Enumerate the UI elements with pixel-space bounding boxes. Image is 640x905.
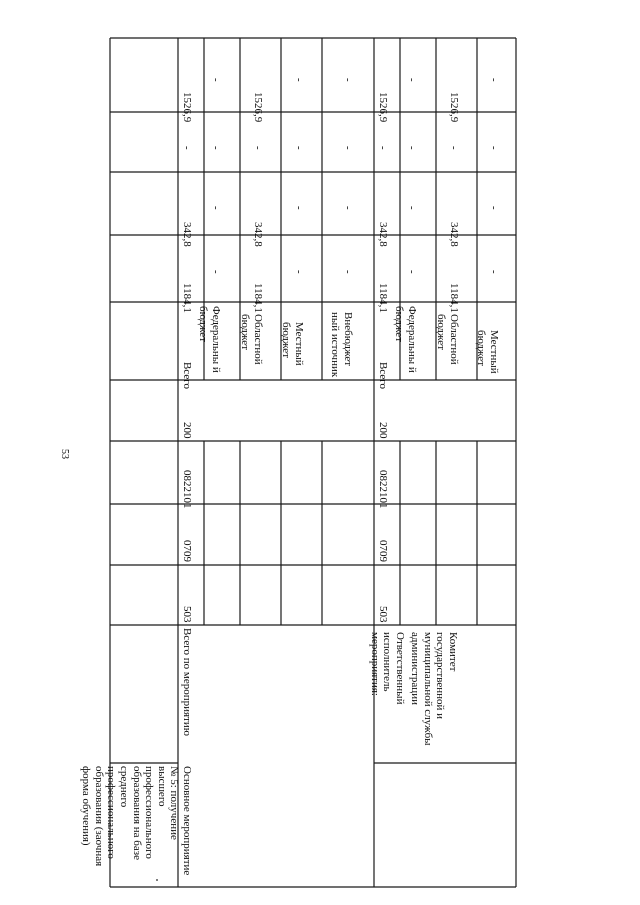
block-total-rzpr: 0709 (181, 540, 193, 562)
total-row3-2014: 1184,1 (252, 283, 264, 313)
total-row2-source: Федеральны й бюджет (197, 306, 222, 373)
total-row5-total: - (342, 78, 354, 82)
exec-row4-2016: - (488, 146, 500, 150)
total-row4-total: - (293, 78, 305, 82)
total-row5-2014: - (342, 270, 354, 274)
block-total-vr: 200 (181, 422, 193, 439)
total-row5-source: Внебюджет ный источник (329, 312, 354, 378)
total-row1-2014: 1184,1 (181, 283, 193, 313)
exec-row2-2015: - (406, 206, 418, 210)
total-row4-2016: - (293, 146, 305, 150)
total-row3-source: Областной бюджет (239, 314, 264, 365)
scan-speck (156, 879, 158, 881)
block-executor-rzpr: 0709 (377, 540, 389, 562)
exec-row3-2015: 342,8 (448, 222, 460, 247)
total-row3-2016: - (252, 146, 264, 150)
total-row1-source: Всего (181, 362, 193, 389)
exec-row3-source: Областной бюджет (435, 314, 460, 365)
total-row4-source: Местный бюджет (280, 322, 305, 366)
page-number: 53 (59, 449, 70, 459)
exec-row3-2016: - (448, 146, 460, 150)
exec-row4-2015: - (488, 206, 500, 210)
total-row1-2016: - (181, 146, 193, 150)
block-executor-vr: 200 (377, 422, 389, 439)
total-row4-2014: - (293, 270, 305, 274)
block-total-csr: 0822101 (181, 470, 193, 509)
block-total-grbs: 503 (181, 606, 193, 623)
exec-row2-total: - (406, 78, 418, 82)
total-row4-2015: - (293, 206, 305, 210)
exec-row3-2014: 1184,1 (448, 283, 460, 313)
total-row1-total: 1526,9 (181, 92, 193, 123)
exec-row2-2014: - (406, 270, 418, 274)
block-executor-csr: 0822101 (377, 470, 389, 509)
event-title: Основное мероприятие № 5: получение высшего профессионального образования на базе среднего профессионального образования (заочная форма обучения) (80, 766, 193, 876)
total-row1-2015: 342,8 (181, 222, 193, 247)
total-row3-total: 1526,9 (252, 92, 264, 123)
exec-row4-2014: - (488, 270, 500, 274)
block-executor-grbs: 503 (377, 606, 389, 623)
exec-row2-2016: - (406, 146, 418, 150)
total-row3-2015: 342,8 (252, 222, 264, 247)
exec-row4-source: Местный бюджет (475, 330, 500, 374)
exec-row1-total: 1526,9 (377, 92, 389, 123)
block-executor-label: Ответственный исполнитель мероприятия: (368, 632, 406, 705)
exec-row4-total: - (488, 78, 500, 82)
exec-row1-2015: 342,8 (377, 222, 389, 247)
block-executor-org: Комитет государственной и муниципальной службы администрации (409, 632, 459, 746)
exec-row2-source: Федеральны й бюджет (393, 306, 418, 373)
total-row5-2015: - (342, 206, 354, 210)
total-row2-total: - (210, 78, 222, 82)
exec-row1-2014: 1184,1 (377, 283, 389, 313)
total-row2-2015: - (210, 206, 222, 210)
block-total-label: Всего по мероприятию (181, 628, 193, 736)
exec-row1-2016: - (377, 146, 389, 150)
total-row5-2016: - (342, 146, 354, 150)
total-row2-2014: - (210, 270, 222, 274)
total-row2-2016: - (210, 146, 222, 150)
exec-row1-source: Всего (377, 362, 389, 389)
exec-row3-total: 1526,9 (448, 92, 460, 123)
